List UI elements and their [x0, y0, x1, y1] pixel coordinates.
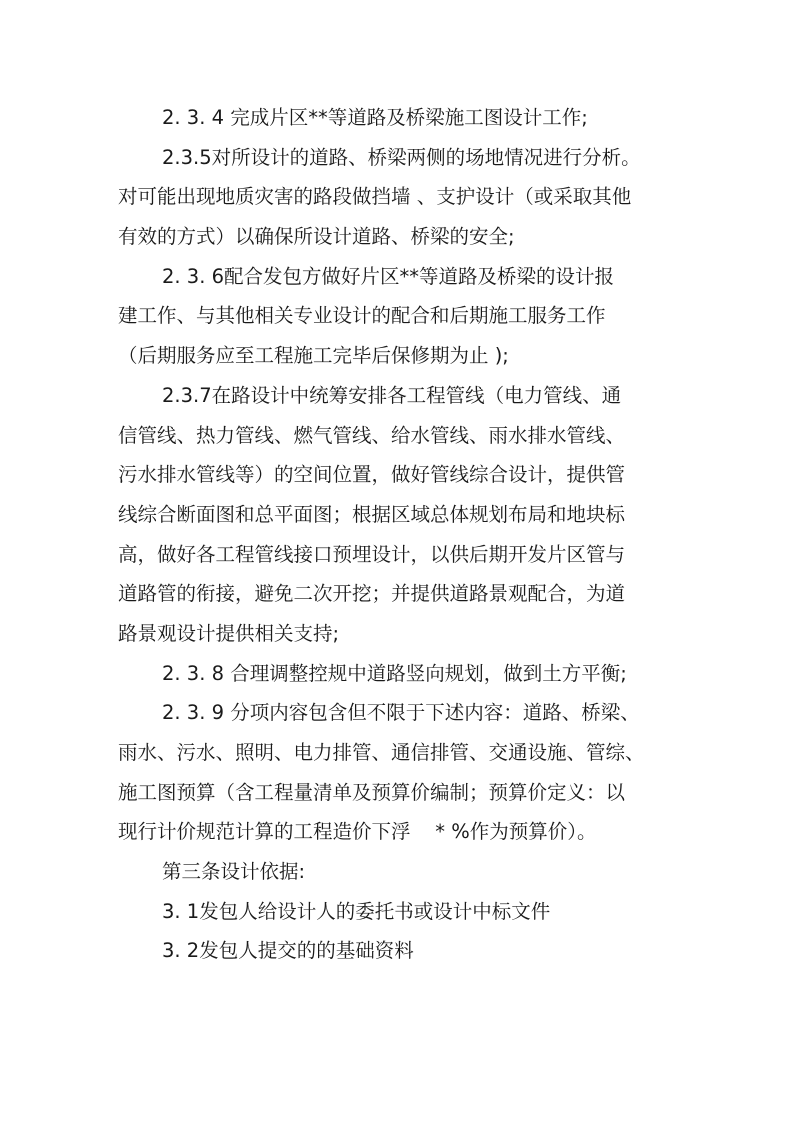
text-line: 雨水、污水、照明、电力排管、通信排管、交通设施、管综、	[118, 741, 645, 764]
text-line: 2.3.7在路设计中统筹安排各工程管线（电力管线、通	[162, 383, 622, 407]
text-line: 2. 3. 6配合发包方做好片区**等道路及桥梁的设计报	[162, 264, 615, 288]
text-line: 2. 3. 9 分项内容包含但不限于下述内容：道路、桥梁、	[162, 701, 640, 725]
text-line: 线综合断面图和总平面图；根据区域总体规划布局和地块标	[118, 502, 626, 526]
text-line: 3. 2发包人提交的的基础资料	[162, 939, 414, 963]
document-body	[118, 98, 688, 971]
text-line: 现行计价规范计算的工程造价下浮 * %作为预算价）。	[118, 820, 597, 844]
text-line: 污水排水管线等）的空间位置，做好管线综合设计，提供管	[118, 463, 626, 487]
text-line: 信管线、热力管线、燃气管线、给水管线、雨水排水管线、	[118, 423, 626, 447]
section-heading: 第三条设计依据:	[162, 860, 306, 884]
text-line: 3. 1发包人给设计人的委托书或设计中标文件	[162, 899, 551, 923]
text-line: 施工图预算（含工程量清单及预算价编制；预算价定义：以	[118, 780, 626, 804]
text-line: 高，做好各工程管线接口预埋设计，以供后期开发片区管与	[118, 542, 626, 566]
text-line: 对可能出现地质灾害的路段做挡墙 、支护设计（或采取其他	[118, 185, 632, 209]
text-line: 建工作、与其他相关专业设计的配合和后期施工服务工作	[118, 304, 606, 328]
text-line: 路景观设计提供相关支持;	[118, 621, 340, 645]
text-line: （后期服务应至工程施工完毕后保修期为止 );	[118, 344, 509, 368]
text-line: 道路管的衔接，避免二次开挖；并提供道路景观配合，为道	[118, 582, 626, 606]
text-line: 2. 3. 4 完成片区**等道路及桥梁施工图设计工作;	[162, 106, 588, 129]
text-line: 2. 3. 8 合理调整控规中道路竖向规划，做到土方平衡;	[162, 661, 627, 685]
text-line: 2.3.5对所设计的道路、桥梁两侧的场地情况进行分析。	[162, 145, 641, 169]
text-line: 有效的方式）以确保所设计道路、桥梁的安全;	[118, 225, 515, 249]
